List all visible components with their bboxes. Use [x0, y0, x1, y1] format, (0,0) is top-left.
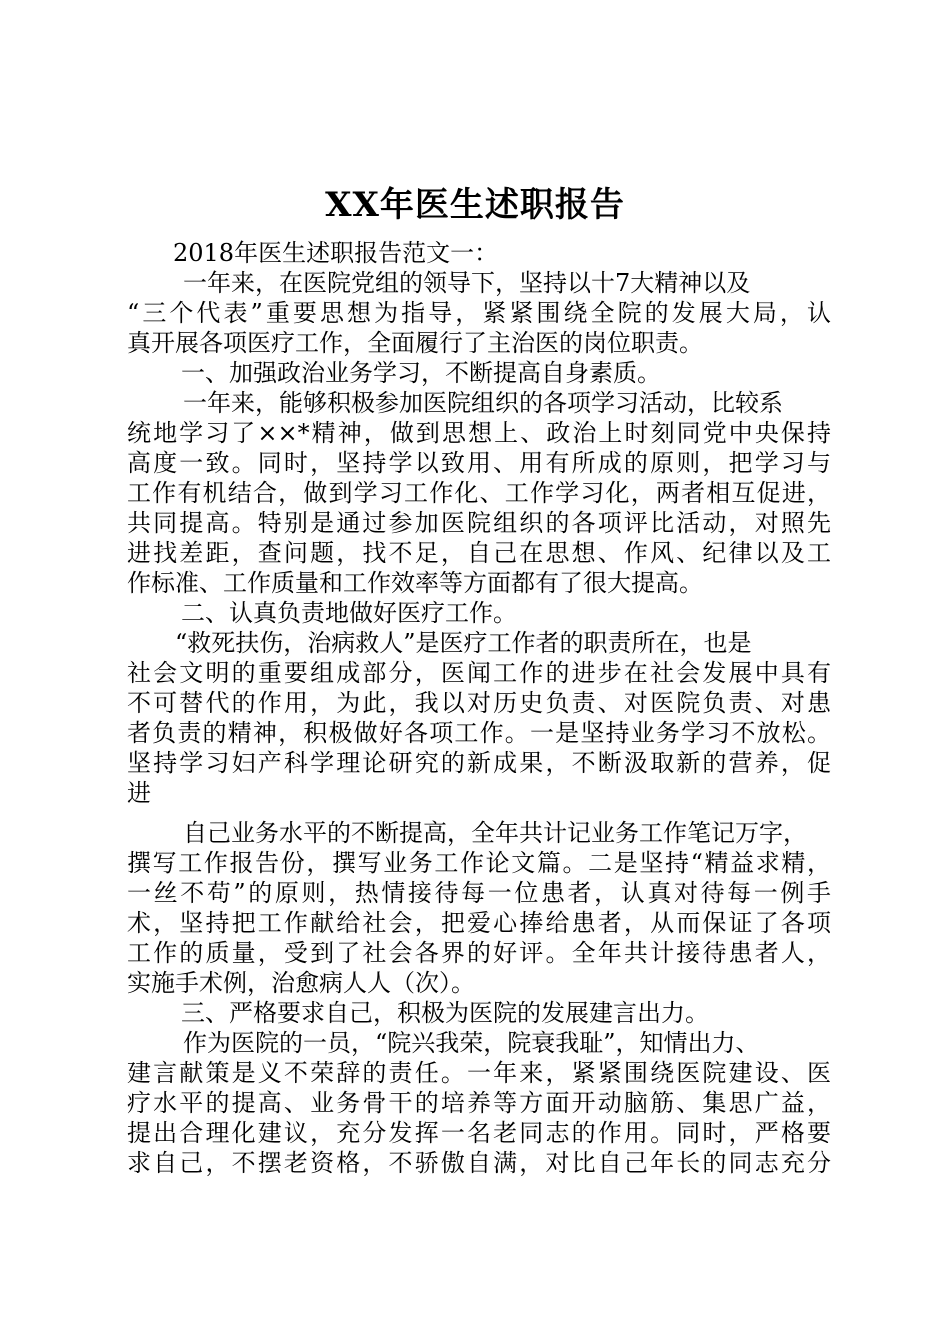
section-heading: 一、加强政治业务学习，不断提高自身素质。 — [181, 359, 661, 387]
text-line: 社会文明的重要组成部分，医闻工作的进步在社会发展中具有 — [127, 659, 831, 687]
text-line: 统地学习了××*精神，做到思想上、政治上时刻同党中央保持 — [127, 419, 831, 447]
text-line: 作标准、工作质量和工作效率等方面都有了很大提高。 — [127, 569, 703, 597]
text-line: 求自己，不摆老资格，不骄傲自满，对比自己年长的同志充分 — [127, 1149, 831, 1177]
text-line: 实施手术例，治愈病人人（次）。 — [127, 969, 475, 997]
text-line: 工作的质量，受到了社会各界的好评。全年共计接待患者人， — [127, 939, 831, 967]
text-line: 共同提高。特别是通过参加医院组织的各项评比活动，对照先 — [127, 509, 831, 537]
text-line: 建言献策是义不荣辞的责任。一年来，紧紧围绕医院建设、医 — [127, 1059, 831, 1087]
text-line: 疗水平的提高、业务骨干的培养等方面开动脑筋、集思广益， — [127, 1089, 831, 1117]
text-line: 不可替代的作用，为此，我以对历史负责、对医院负责、对患 — [127, 689, 831, 717]
text-line: 者负责的精神，积极做好各项工作。一是坚持业务学习不放松。 — [127, 719, 831, 747]
text-line: 真开展各项医疗工作，全面履行了主治医的岗位职责。 — [127, 329, 703, 357]
text-line: 一年来，在医院党组的领导下，坚持以十7大精神以及 — [183, 269, 751, 297]
text-line: 自己业务水平的不断提高，全年共计记业务工作笔记万字， — [183, 819, 807, 847]
text-line: 进 — [127, 779, 151, 807]
text-line: “救死扶伤，治病救人”是医疗工作者的职责所在，也是 — [175, 629, 752, 657]
text-line: 工作有机结合，做到学习工作化、工作学习化，两者相互促进， — [127, 479, 831, 507]
section-heading: 三、严格要求自己，积极为医院的发展建言出力。 — [181, 999, 709, 1027]
text-line: 一年来，能够积极参加医院组织的各项学习活动，比较系 — [183, 389, 783, 417]
text-line: 作为医院的一员，“院兴我荣，院衰我耻”，知情出力、 — [183, 1029, 760, 1057]
text-line: 提出合理化建议，充分发挥一名老同志的作用。同时，严格要 — [127, 1119, 831, 1147]
section-heading: 二、认真负责地做好医疗工作。 — [181, 599, 517, 627]
text-line: 一丝不苟”的原则，热情接待每一位患者，认真对待每一例手 — [127, 879, 831, 907]
text-line: “三个代表”重要思想为指导，紧紧围绕全院的发展大局，认 — [127, 299, 831, 327]
text-line: 进找差距，查问题，找不足，自己在思想、作风、纪律以及工 — [127, 539, 831, 567]
document-title: XX年医生述职报告 — [325, 185, 625, 225]
text-line: 2018年医生述职报告范文一： — [173, 239, 499, 267]
text-line: 撰写工作报告份，撰写业务工作论文篇。二是坚持“精益求精， — [127, 849, 831, 877]
text-line: 术，坚持把工作献给社会，把爱心捧给患者，从而保证了各项 — [127, 909, 831, 937]
text-line: 坚持学习妇产科学理论研究的新成果，不断汲取新的营养，促 — [127, 749, 831, 777]
text-line: 高度一致。同时，坚持学以致用、用有所成的原则，把学习与 — [127, 449, 831, 477]
